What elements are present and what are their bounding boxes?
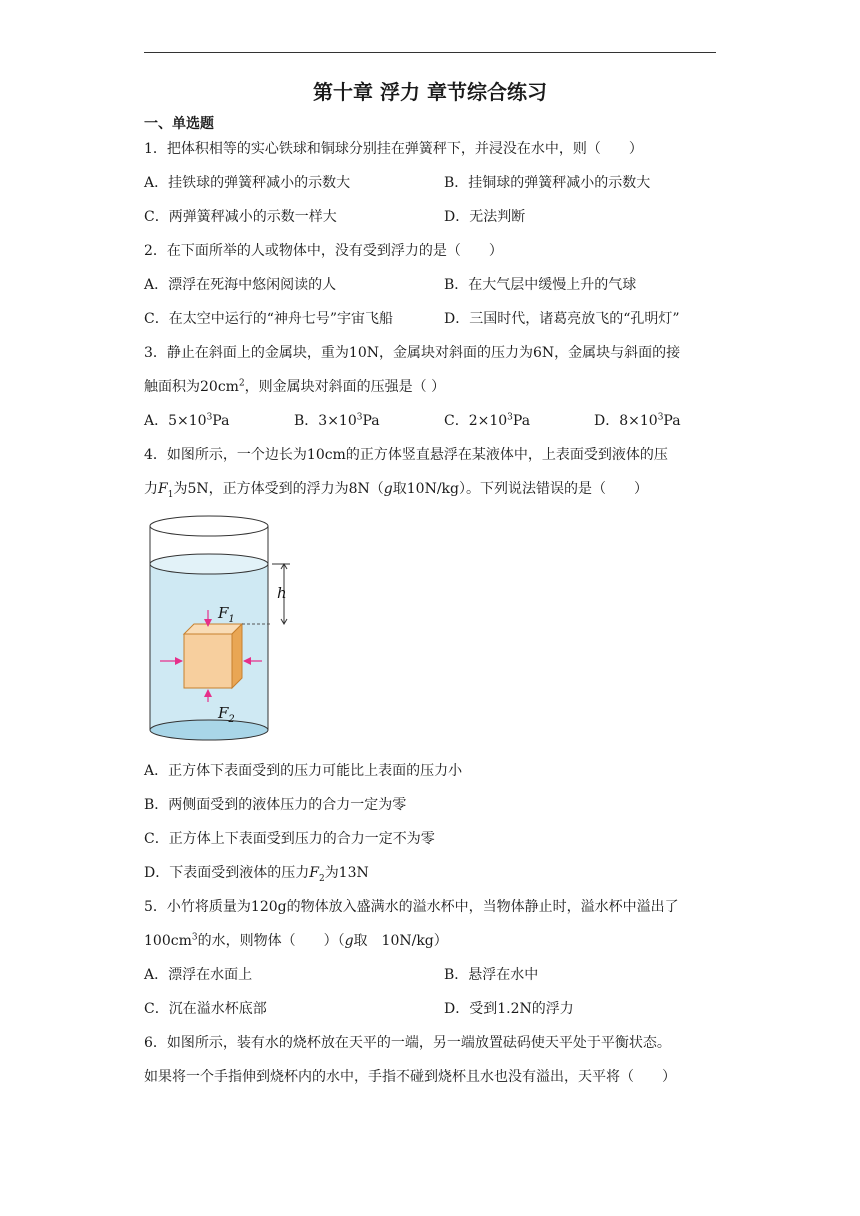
q2-option-a[interactable]: A．漂浮在死海中悠闲阅读的人 bbox=[144, 277, 337, 293]
q1-stem: 1．把体积相等的实心铁球和铜球分别挂在弹簧秤下，并浸没在水中，则（ ） bbox=[144, 141, 643, 157]
q6-stem-line2: 如果将一个手指伸到烧杯内的水中，手指不碰到烧杯且水也没有溢出，天平将（ ） bbox=[144, 1069, 676, 1085]
cube-side bbox=[232, 624, 242, 688]
q3-stem-line1: 3．静止在斜面上的金属块，重为10N，金属块对斜面的压力为6N，金属块与斜面的接 bbox=[144, 345, 681, 361]
cylinder-bottom bbox=[150, 720, 268, 740]
q3-option-d[interactable]: D．$8\times 10^3Pa$ bbox=[594, 412, 681, 429]
q3-stem-line2: 触面积为$20cm^2$，则金属块对斜面的压强是（ ） bbox=[144, 378, 446, 395]
page-title: 第十章 浮力 章节综合练习 bbox=[313, 80, 547, 104]
q4-stem-line1: 4．如图所示，一个边长为10cm的正方体竖直悬浮在某液体中，上表面受到液体的压 bbox=[144, 447, 668, 463]
q6-stem-line1: 6．如图所示，装有水的烧杯放在天平的一端，另一端放置砝码使天平处于平衡状态。 bbox=[144, 1035, 671, 1051]
q2-option-d[interactable]: D．三国时代，诸葛亮放飞的“孔明灯” bbox=[444, 311, 680, 327]
q4-option-a[interactable]: A．正方体下表面受到的压力可能比上表面的压力小 bbox=[144, 763, 463, 779]
q4-option-b[interactable]: B．两侧面受到的液体压力的合力一定为零 bbox=[144, 797, 407, 813]
q4-stem-line2: 力$F_1$为5N，正方体受到的浮力为8N（g取10N/kg）。下列说法错误的是（ ） bbox=[144, 481, 648, 500]
q3-option-b[interactable]: B．$3\times 10^3Pa$ bbox=[294, 412, 380, 429]
q2-stem: 2．在下面所举的人或物体中，没有受到浮力的是（ ） bbox=[144, 243, 503, 259]
q2-option-b[interactable]: B．在大气层中缓慢上升的气球 bbox=[444, 277, 637, 293]
q5-option-d[interactable]: D．受到1.2N的浮力 bbox=[444, 1001, 574, 1017]
q5-option-a[interactable]: A．漂浮在水面上 bbox=[144, 967, 253, 983]
q4-figure-cube-in-liquid bbox=[144, 506, 272, 750]
q5-option-c[interactable]: C．沉在溢水杯底部 bbox=[144, 1001, 267, 1017]
cylinder-diagram bbox=[144, 506, 272, 750]
f1-label: $F_1$ bbox=[218, 604, 235, 625]
section-heading: 一、单选题 bbox=[144, 116, 214, 132]
q3-option-c[interactable]: C．$2\times 10^3Pa$ bbox=[444, 412, 531, 429]
q3-option-a[interactable]: A．$5\times 10^3Pa$ bbox=[144, 412, 230, 429]
q1-option-a[interactable]: A．挂铁球的弹簧秤减小的示数大 bbox=[144, 175, 351, 191]
q5-stem-line1: 5．小竹将质量为120g的物体放入盛满水的溢水杯中，当物体静止时，溢水杯中溢出了 bbox=[144, 899, 679, 915]
q4-option-d[interactable]: D．下表面受到液体的压力$F_2$为13N bbox=[144, 865, 369, 884]
h-dimension bbox=[272, 560, 300, 630]
cube-front bbox=[184, 634, 232, 688]
q1-option-b[interactable]: B．挂铜球的弹簧秤减小的示数大 bbox=[444, 175, 651, 191]
q1-option-c[interactable]: C．两弹簧秤减小的示数一样大 bbox=[144, 209, 337, 225]
cylinder-rim bbox=[150, 516, 268, 536]
liquid-surface bbox=[150, 554, 268, 574]
q5-stem-line2: $100cm^3$的水，则物体（ ）（g取 10N/kg） bbox=[144, 932, 448, 949]
q5-option-b[interactable]: B．悬浮在水中 bbox=[444, 967, 539, 983]
h-label: h bbox=[277, 584, 287, 602]
q4-option-c[interactable]: C．正方体上下表面受到压力的合力一定不为零 bbox=[144, 831, 435, 847]
header-rule bbox=[144, 52, 716, 53]
q1-option-d[interactable]: D．无法判断 bbox=[444, 209, 526, 225]
q2-option-c[interactable]: C．在太空中运行的“神舟七号”宇宙飞船 bbox=[144, 311, 394, 327]
f2-label: $F_2$ bbox=[218, 704, 235, 725]
